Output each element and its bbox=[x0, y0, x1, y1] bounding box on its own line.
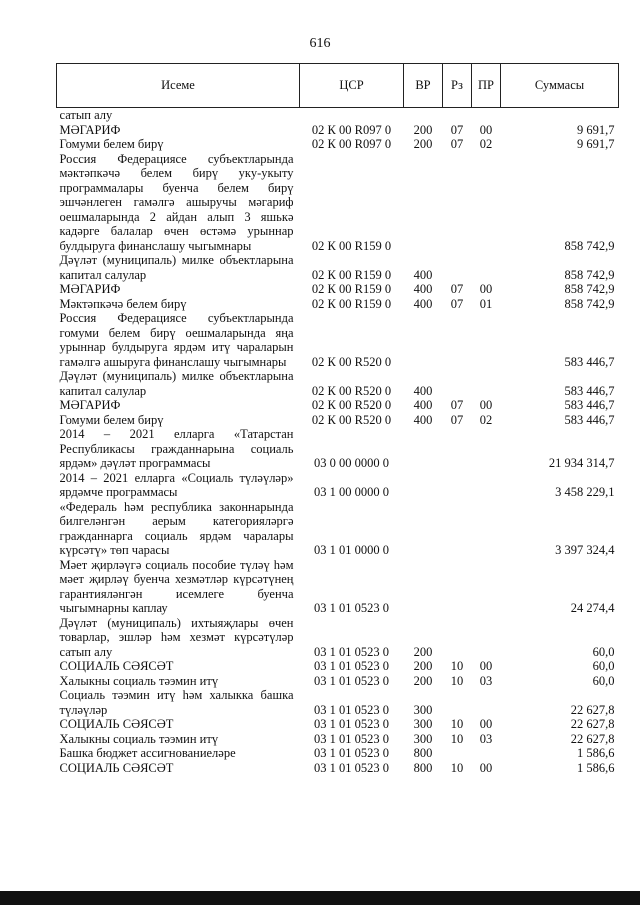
table-row bbox=[57, 500, 619, 558]
cell-vr: 300 bbox=[413, 702, 433, 717]
cell-csr: 03 1 01 0523 0 bbox=[314, 659, 389, 673]
cell-sum: 858 742,9 bbox=[564, 267, 615, 282]
cell-vr: 400 bbox=[413, 383, 433, 398]
header-rz: Рз bbox=[443, 64, 472, 108]
cell-pr: 00 bbox=[479, 122, 493, 137]
cell-sum: 9 691,7 bbox=[577, 137, 615, 151]
cell-pr: 03 bbox=[479, 731, 493, 746]
cell-rz bbox=[443, 152, 472, 254]
cell-rz bbox=[443, 688, 472, 717]
table-row bbox=[57, 152, 619, 254]
cell-rz: 07 bbox=[450, 412, 464, 427]
cell-rz: 10 bbox=[450, 673, 464, 688]
table-row bbox=[57, 282, 619, 297]
table-row bbox=[57, 123, 619, 138]
cell-sum: 858 742,9 bbox=[564, 238, 615, 253]
cell-sum: 21 934 314,7 bbox=[548, 456, 615, 470]
cell-vr: 200 bbox=[413, 137, 433, 151]
cell-pr bbox=[472, 152, 501, 254]
cell-sum: 22 627,8 bbox=[570, 731, 615, 746]
cell-pr bbox=[472, 253, 501, 282]
cell-csr: 02 К 00 R159 0 bbox=[311, 282, 392, 296]
cell-vr: 800 bbox=[413, 760, 433, 775]
cell-name: Халыкны социаль тәэмин итү bbox=[59, 731, 219, 746]
cell-vr: 300 bbox=[413, 717, 433, 731]
cell-pr: 00 bbox=[479, 760, 493, 775]
cell-vr: 200 bbox=[413, 644, 433, 659]
cell-name: Мәет җирләүгә социаль пособие түләү һәм мәет җирләү буенча хезмәтләр күрсәтүнең гарантияләнгән исемлеге буенча чыгымнарны каплау bbox=[59, 557, 294, 615]
cell-name: Россия Федерациясе субъектларында гомуми белем бирү оешмаларында яңа урыннар булдыруга ярдәм итү чараларын гамәлгә ашыруга финанслашу чыгымнары bbox=[59, 311, 294, 369]
cell-pr bbox=[472, 108, 501, 123]
cell-sum: 3 458 229,1 bbox=[555, 485, 615, 499]
cell-csr: 03 1 01 0523 0 bbox=[314, 717, 389, 731]
cell-vr bbox=[404, 152, 443, 254]
header-sum: Суммасы bbox=[501, 64, 619, 108]
cell-name: Мәктәпкәчә белем бирү bbox=[59, 296, 187, 311]
cell-name: 2014 – 2021 елларга «Социаль түләүләр» ярдәмче программасы bbox=[59, 470, 294, 499]
cell-pr bbox=[472, 558, 501, 616]
cell-sum: 60,0 bbox=[592, 644, 615, 659]
cell-name: СОЦИАЛЬ СӘЯСӘТ bbox=[59, 717, 174, 731]
cell-pr bbox=[472, 746, 501, 761]
cell-sum: 22 627,8 bbox=[570, 702, 615, 717]
cell-csr: 02 К 00 R159 0 bbox=[311, 238, 392, 253]
cell-vr bbox=[404, 427, 443, 471]
table-row bbox=[57, 137, 619, 152]
header-csr: ЦСР bbox=[300, 64, 404, 108]
cell-rz: 07 bbox=[450, 122, 464, 137]
table-row bbox=[57, 398, 619, 413]
table-row bbox=[57, 674, 619, 689]
cell-vr bbox=[404, 500, 443, 558]
table-body bbox=[57, 108, 619, 776]
cell-vr bbox=[404, 471, 443, 500]
cell-csr: 03 1 01 0000 0 bbox=[314, 543, 389, 557]
cell-pr: 02 bbox=[479, 412, 493, 427]
cell-vr: 400 bbox=[413, 412, 433, 427]
cell-rz: 10 bbox=[450, 659, 464, 673]
cell-vr: 200 bbox=[413, 673, 433, 688]
cell-name: МӘГАРИФ bbox=[59, 282, 121, 296]
cell-rz: 10 bbox=[450, 731, 464, 746]
cell-sum: 858 742,9 bbox=[564, 282, 615, 296]
cell-vr: 200 bbox=[413, 122, 433, 137]
cell-sum: 60,0 bbox=[592, 659, 615, 673]
cell-name: СОЦИАЛЬ СӘЯСӘТ bbox=[59, 760, 174, 775]
cell-vr bbox=[404, 311, 443, 369]
table-row bbox=[57, 717, 619, 732]
table-row bbox=[57, 761, 619, 776]
cell-rz bbox=[443, 427, 472, 471]
cell-csr: 02 К 00 R520 0 bbox=[311, 398, 392, 412]
cell-rz bbox=[443, 253, 472, 282]
table-row bbox=[57, 746, 619, 761]
cell-pr bbox=[472, 616, 501, 660]
cell-rz: 07 bbox=[450, 296, 464, 311]
cell-name: МӘГАРИФ bbox=[59, 122, 121, 137]
cell-name: СОЦИАЛЬ СӘЯСӘТ bbox=[59, 659, 174, 673]
cell-rz bbox=[443, 311, 472, 369]
cell-csr: 03 1 01 0523 0 bbox=[314, 601, 389, 615]
header-name: Исеме bbox=[57, 64, 300, 108]
table-row bbox=[57, 297, 619, 312]
header-pr: ПР bbox=[472, 64, 501, 108]
cell-sum: 1 586,6 bbox=[577, 760, 615, 775]
cell-rz bbox=[443, 616, 472, 660]
cell-sum: 24 274,4 bbox=[570, 601, 615, 615]
table-row bbox=[57, 616, 619, 660]
cell-sum: 3 397 324,4 bbox=[555, 543, 615, 557]
cell-csr: 02 К 00 R097 0 bbox=[311, 122, 392, 137]
cell-sum: 583 446,7 bbox=[564, 398, 615, 412]
cell-pr bbox=[472, 369, 501, 398]
scan-edge-bar bbox=[0, 891, 640, 905]
cell-pr bbox=[472, 311, 501, 369]
table-row bbox=[57, 659, 619, 674]
cell-sum: 583 446,7 bbox=[564, 412, 615, 427]
cell-pr: 02 bbox=[479, 137, 493, 151]
cell-pr: 00 bbox=[479, 398, 493, 412]
table-row bbox=[57, 558, 619, 616]
cell-sum: 1 586,6 bbox=[577, 746, 615, 760]
cell-vr: 400 bbox=[413, 267, 433, 282]
cell-name: 2014 – 2021 елларга «Татарстан Республикасы гражданнарына социаль ярдәм» дәүләт программасы bbox=[59, 427, 294, 470]
cell-csr: 03 1 01 0523 0 bbox=[314, 702, 389, 717]
cell-csr: 02 К 00 R520 0 bbox=[311, 383, 392, 398]
table-row bbox=[57, 108, 619, 123]
cell-name: Дәүләт (муниципаль) милке объектларына капитал салулар bbox=[59, 369, 294, 398]
cell-pr: 00 bbox=[479, 659, 493, 673]
cell-csr: 03 1 01 0523 0 bbox=[314, 644, 389, 659]
table-row bbox=[57, 369, 619, 398]
cell-pr: 00 bbox=[479, 717, 493, 731]
cell-name: МӘГАРИФ bbox=[59, 398, 121, 412]
cell-rz bbox=[443, 108, 472, 123]
cell-rz: 10 bbox=[450, 760, 464, 775]
cell-pr bbox=[472, 471, 501, 500]
cell-pr: 00 bbox=[479, 282, 493, 296]
cell-vr: 400 bbox=[413, 296, 433, 311]
cell-sum: 9 691,7 bbox=[577, 122, 615, 137]
cell-csr: 02 К 00 R159 0 bbox=[311, 267, 392, 282]
cell-name: Дәүләт (муниципаль) милке объектларына капитал салулар bbox=[59, 253, 294, 282]
cell-vr: 200 bbox=[413, 659, 433, 673]
cell-rz: 07 bbox=[450, 282, 464, 296]
cell-csr: 03 1 01 0523 0 bbox=[314, 731, 389, 746]
cell-rz bbox=[443, 500, 472, 558]
cell-sum: 858 742,9 bbox=[564, 296, 615, 311]
cell-csr: 02 К 00 R159 0 bbox=[311, 296, 392, 311]
header-vr: ВР bbox=[404, 64, 443, 108]
cell-name: Социаль тәэмин итү һәм халыкка башка түләүләр bbox=[59, 688, 294, 717]
cell-rz bbox=[443, 746, 472, 761]
table-row bbox=[57, 732, 619, 747]
cell-name: Гомуми белем бирү bbox=[59, 412, 164, 427]
budget-table bbox=[56, 63, 619, 775]
cell-rz bbox=[443, 471, 472, 500]
cell-sum: 22 627,8 bbox=[570, 717, 615, 731]
cell-pr bbox=[472, 500, 501, 558]
table-row bbox=[57, 688, 619, 717]
cell-pr: 03 bbox=[479, 673, 493, 688]
cell-csr: 02 К 00 R520 0 bbox=[311, 354, 392, 369]
cell-pr bbox=[472, 688, 501, 717]
cell-csr: 02 К 00 R520 0 bbox=[311, 412, 392, 427]
cell-sum: 60,0 bbox=[592, 673, 615, 688]
cell-vr bbox=[404, 558, 443, 616]
cell-name: Дәүләт (муниципаль) ихтыяҗлары өчен товарлар, эшләр һәм хезмәт күрсәтүләр сатып алу bbox=[59, 615, 294, 659]
cell-csr: 03 1 00 0000 0 bbox=[314, 485, 389, 499]
cell-vr: 400 bbox=[413, 282, 433, 296]
cell-sum: 583 446,7 bbox=[564, 383, 615, 398]
cell-csr: 02 К 00 R097 0 bbox=[311, 137, 392, 151]
cell-pr: 01 bbox=[479, 296, 493, 311]
cell-rz bbox=[443, 369, 472, 398]
page-number: 616 bbox=[309, 36, 331, 51]
cell-name: сатып алу bbox=[59, 108, 113, 122]
cell-name: Халыкны социаль тәэмин итү bbox=[59, 673, 219, 688]
cell-vr: 300 bbox=[413, 731, 433, 746]
table-row bbox=[57, 427, 619, 471]
cell-sum: 583 446,7 bbox=[564, 354, 615, 369]
table-row bbox=[57, 311, 619, 369]
cell-rz: 07 bbox=[450, 398, 464, 412]
cell-name: Россия Федерациясе субъектларында мәктәпкәчә белем бирү уку-укыту программалары буенча белем бирү эшчәнлеген гамәлгә ашыручы мәгариф оешмаларында 2 айдан алып 3 яшькә кадәрге балалар өчен өстәмә урыннар булдыруга финанслашу чыгымнары bbox=[59, 151, 294, 253]
cell-sum bbox=[501, 108, 619, 123]
cell-vr bbox=[404, 108, 443, 123]
cell-csr: 03 1 01 0523 0 bbox=[314, 746, 389, 760]
cell-name: Гомуми белем бирү bbox=[59, 137, 164, 151]
table-row bbox=[57, 413, 619, 428]
cell-rz: 07 bbox=[450, 137, 464, 151]
cell-csr: 03 1 01 0523 0 bbox=[314, 673, 389, 688]
table-row bbox=[57, 253, 619, 282]
cell-name: «Федераль һәм республика законнарында билгеләнгән аерым категорияләргә гражданнарга социаль ярдәм чаралары күрсәтү» төп чарасы bbox=[59, 499, 294, 557]
cell-vr: 400 bbox=[413, 398, 433, 412]
cell-vr: 800 bbox=[413, 746, 433, 760]
cell-rz bbox=[443, 558, 472, 616]
cell-rz: 10 bbox=[450, 717, 464, 731]
cell-csr bbox=[300, 108, 404, 123]
cell-pr bbox=[472, 427, 501, 471]
table-row bbox=[57, 471, 619, 500]
cell-csr: 03 1 01 0523 0 bbox=[314, 760, 389, 775]
table-header bbox=[57, 64, 619, 108]
cell-name: Башка бюджет ассигнованиеләре bbox=[59, 746, 236, 760]
cell-csr: 03 0 00 0000 0 bbox=[314, 456, 389, 470]
